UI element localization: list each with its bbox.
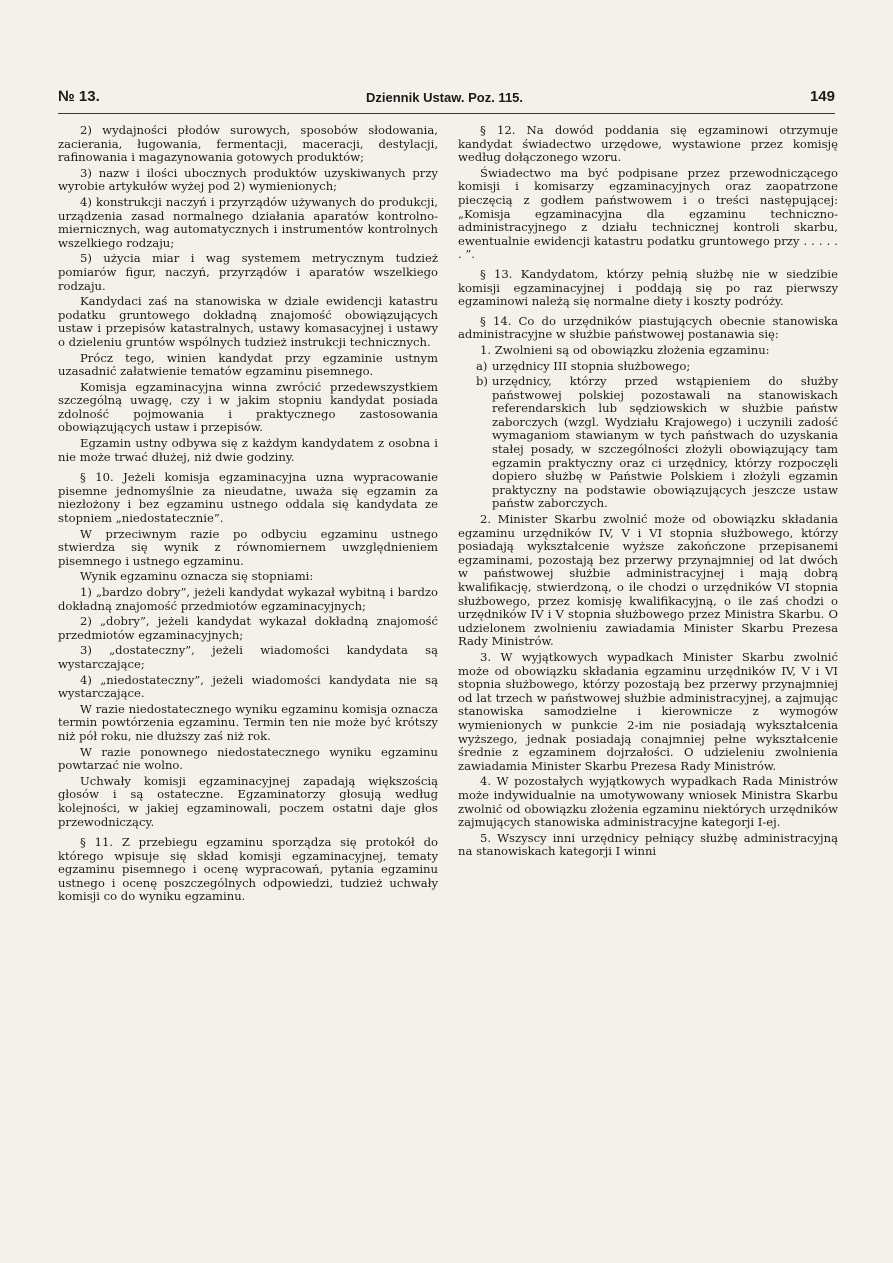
paragraph: Komisja egzaminacyjna winna zwrócić przedewszystkiem szczególną uwagę, czy i w jakim stopniu kandydat posiada zdolność pojmowania i praktycznego zastosowania obowiązujących ustaw i przepisów. <box>58 379 438 435</box>
grade-item: 4) „niedostateczny”, jeżeli wiadomości kandydata nie są wystarczające. <box>58 672 438 701</box>
point-1b-text: urzędnicy, którzy przed wstąpieniem do służby państwowej polskiej pozostawali na stanowiskach referendarskich lub sędziowskich w służbie państw zaborczych (wzgl. Wydziału Krajowego) i uczynili zadość wymaganiom stawianym w tych państwach do uzyskania stałej posady, w szczególności złożyli obowiązujący tam egzamin praktyczny oraz ci urzędnicy, którzy rozpoczęli dopiero służbę w Państwie Polskiem i złożyli egzamin praktyczny na podstawie obowiązujących jeszcze ustaw państw zaborczych. <box>492 374 838 511</box>
point-5: 5. Wszyscy inni urzędnicy pełniący służbę administracyjną na stanowiskach kategorji I winni <box>458 830 838 859</box>
section-11: § 11. Z przebiegu egzaminu sporządza się protokół do którego wpisuje się skład komisji egzaminacyjnej, tematy egzaminu pisemnego i ocenę wypracowań, pytania egzaminu ustnego i ocenę poszczególnych odpowiedzi, tudzież uchwały komisji co do wyniku egzaminu. <box>58 835 438 904</box>
page-number: 149 <box>809 88 835 105</box>
paragraph: Kandydaci zaś na stanowiska w dziale ewidencji katastru podatku gruntowego dokładną znajomość obowiązujących ustaw i przepisów katastralnych, ustawy komasacyjnej i ustawy o dzieleniu gruntów wspólnych tudzież instrukcji technicznych. <box>58 294 438 349</box>
paragraph: Wynik egzaminu oznacza się stopniami: <box>80 569 314 584</box>
paragraph: Prócz tego, winien kandydat przy egzaminie ustnym uzasadnić załatwienie tematów egzaminu pisemnego. <box>58 350 438 379</box>
point-1a <box>458 360 838 374</box>
point-1a-label: a) <box>476 358 488 373</box>
paragraph: 5) użycia miar i wag systemem metrycznym tudzież pomiarów figur, naczyń, przyrządów i aparatów wszelkiego rodzaju. <box>58 251 438 293</box>
issue-number: № 13. <box>58 88 100 105</box>
section-13: § 13. Kandydatom, którzy pełnią służbę nie w siedzibie komisji egzaminacyjnej i poddają się po raz pierwszy egzaminowi należą się normalne diety i koszty podróży. <box>458 266 838 309</box>
point-1b-label: b) <box>476 374 488 389</box>
point-1b <box>458 375 838 511</box>
grade-item: 3) „dostateczny”, jeżeli wiadomości kandydata są wystarczające; <box>58 643 438 671</box>
publication-title: Dziennik Ustaw. Poz. 115. <box>366 90 524 105</box>
paragraph: Uchwały komisji egzaminacyjnej zapadają większością głosów i są ostateczne. Egzaminatorzy głosują według kolejności, w jakiej egzaminowali, poczem ostatni daje głos przewodniczący. <box>58 773 438 829</box>
paragraph: W razie ponownego niedostatecznego wyniku egzaminu powtarzać nie wolno. <box>58 744 438 773</box>
paragraph: 4) konstrukcji naczyń i przyrządów używanych do produkcji, urządzenia zasad normalnego działania aparatów kontrolno-miernicznych, wag automatycznych i instrumentów kontrolnych wszelkiego rodzaju; <box>58 194 438 250</box>
grade-item: 2) „dobry”, jeżeli kandydat wykazał dokładną znajomość przedmiotów egzaminacyjnych; <box>58 614 438 642</box>
right-column <box>458 124 838 861</box>
paragraph: W przeciwnym razie po odbyciu egzaminu ustnego stwierdza się wynik z równomiernem uwzględnieniem pisemnego i ustnego egzaminu. <box>58 526 438 568</box>
paragraph: Świadectwo ma być podpisane przez przewodniczącego komisji i komisarzy egzaminacyjnych oraz zaopatrzone pieczęcią z godłem państwowem i o treści następującej: „Komisja egzaminacyjna dla egzaminu techniczno-administracyjnego z działu technicznej kontroli skarbu, ewentualnie ewidencji katastru podatku gruntowego przy . . . . . . ”. <box>458 165 838 262</box>
paragraph: Egzamin ustny odbywa się z każdym kandydatem z osobna i nie może trwać dłużej, niż dwie godziny. <box>58 436 438 464</box>
point-2: 2. Minister Skarbu zwolnić może od obowiązku składania egzaminu urzędników IV, V i VI stopnia służbowego, którzy posiadają wykształcenie wyższe zakończone przepisanemi egzaminami, pozostają bez przerwy przynajmniej od lat dwóch w państwowej służbie administracyjnej i mają dobrą kwalifikację, stwierdzoną, o ile chodzi o urzędników VI stopnia służbowego, przez komisję kwalifikacyjną, o ile zaś chodzi o urzędników IV i V stopnia służbowego przez Ministra Skarbu. O udzielonem zwolnieniu zawiadamia Minister Skarbu Prezesa Rady Ministrów. <box>458 512 838 649</box>
paragraph: 3) nazw i ilości ubocznych produktów uzyskiwanych przy wyrobie artykułów wyżej pod 2) wymienionych; <box>58 165 438 194</box>
paragraph: W razie niedostatecznego wyniku egzaminu komisja oznacza termin powtórzenia egzaminu. Termin ten nie może być krótszy niż pół roku, nie dłuższy zaś niż rok. <box>58 701 438 743</box>
page-header <box>52 86 835 110</box>
point-3: 3. W wyjątkowych wypadkach Minister Skarbu zwolnić może od obowiązku składania egzaminu urzędników IV, V i VI stopnia służbowego, którzy pozostają bez przerwy przynajmniej od lat trzech w państwowej służbie administracyjnej, a zajmując stanowiska samodzielne i kierownicze z wymogów wymienionych w punkcie 2-im nie posiadają wykształcenia wyższego, jednak posiadają conajmniej pełne wykształcenie średnie z egzaminem dojrzałości. O udzieleniu zwolnienia zawiadamia Minister Skarbu Prezesa Rady Ministrów. <box>458 649 838 773</box>
grade-item: 1) „bardzo dobry”, jeżeli kandydat wykazał wybitną i bardzo dokładną znajomość przedmiotów egzaminacyjnych; <box>58 585 438 613</box>
paragraph: 2) wydajności płodów surowych, sposobów słodowania, zacierania, ługowania, fermentacji, maceracji, destylacji, rafinowania i magazynowania gotowych produktów; <box>58 123 438 165</box>
header-rule <box>58 113 835 114</box>
point-4: 4. W pozostałych wyjątkowych wypadkach Rada Ministrów może indywidualnie na umotywowany wniosek Ministra Skarbu zwolnić od obowiązku złożenia egzaminu niektórych urzędników zajmujących stanowiska administracyjne kategorji I-ej. <box>458 774 838 830</box>
point-1: 1. Zwolnieni są od obowiązku złożenia egzaminu: <box>480 342 770 357</box>
point-1a-text: urzędnicy III stopnia służbowego; <box>492 358 691 373</box>
left-column <box>58 124 438 906</box>
section-10: § 10. Jeżeli komisja egzaminacyjna uzna wypracowanie pisemne jednomyślnie za nieudatne, uważa się egzamin za niezłożony i bez egzaminu ustnego oddala się kandydata ze stopniem „niedostatecznie”. <box>58 470 438 526</box>
section-14: § 14. Co do urzędników piastujących obecnie stanowiska administracyjne w służbie państwowej postanawia się: <box>458 313 838 342</box>
section-12: § 12. Na dowód poddania się egzaminowi otrzymuje kandydat świadectwo urzędowe, wystawione przez komisję według dołączonego wzoru. <box>458 123 838 165</box>
